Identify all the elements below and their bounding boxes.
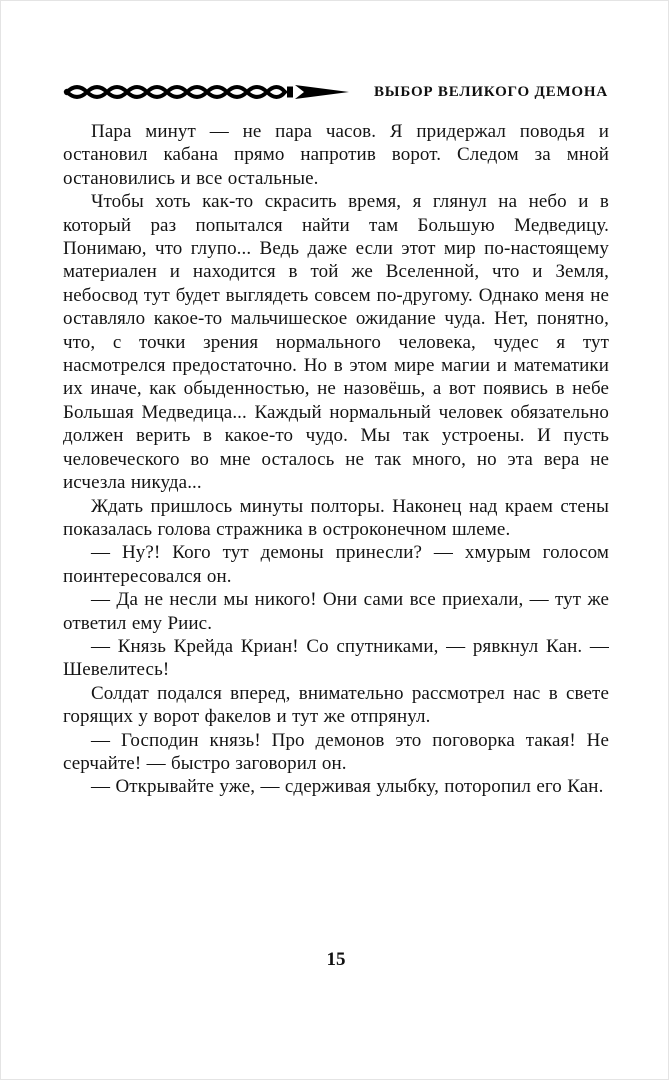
braided-rope-pen-nib-icon xyxy=(61,83,349,101)
paragraph: — Князь Крейда Криан! Со спутниками, — рявкнул Кан. — Шевелитесь! xyxy=(63,635,609,681)
page-number: 15 xyxy=(326,949,346,970)
paragraph: Солдат подался вперед, внимательно рассмотрел нас в свете горящих у ворот факелов и тут же отпрянул. xyxy=(63,682,609,728)
paragraph: — Ну?! Кого тут демоны принесли? — хмурым голосом поинтересовался он. xyxy=(63,542,609,587)
paragraph: — Да не несли мы никого! Они сами все приехали, — тут же ответил ему Риис. xyxy=(63,589,609,634)
paragraph: Чтобы хоть как-то скрасить время, я глянул на небо и в который раз попытался найти там Большую Медведицу. Понимаю, что глупо... Ведь даже если этот мир по-настоящему материален и находится в той же Вселенной, что и Земля, небосвод тут будет выглядеть совсем по-другому. Однако меня не оставляло какое-то мальчишеское ожидание чуда. Нет, понятно, что, с точки зрения нормального человека, чудес я тут насмотрелся предостаточно. Но в этом мире магии и математики их иначе, как обыденностью, не назовёшь, а вот появись в небе Большая Медведица... Каждый нормальный человек обязательно должен верить в какое-то чудо. Мы так устроены. И пусть человеческого во мне осталось не так много, но эта вера не исчезла никуда... xyxy=(63,191,609,494)
paragraph: — Господин князь! Про демонов это поговорка такая! Не серчайте! — быстро заговорил он. xyxy=(63,729,609,774)
running-title: ВЫБОР ВЕЛИКОГО ДЕМОНА xyxy=(374,83,608,100)
paragraph: Пара минут — не пара часов. Я придержал поводья и остановил кабана прямо напротив ворот. Следом за мной остановились и все остальные. xyxy=(63,121,609,189)
paragraph: — Открывайте уже, — сдерживая улыбку, поторопил его Кан. xyxy=(91,776,604,798)
page-header xyxy=(61,81,608,103)
paragraph: Ждать пришлось минуты полторы. Наконец над краем стены показалась голова стражника в остроконечном шлеме. xyxy=(63,495,609,540)
body-text xyxy=(63,120,609,799)
